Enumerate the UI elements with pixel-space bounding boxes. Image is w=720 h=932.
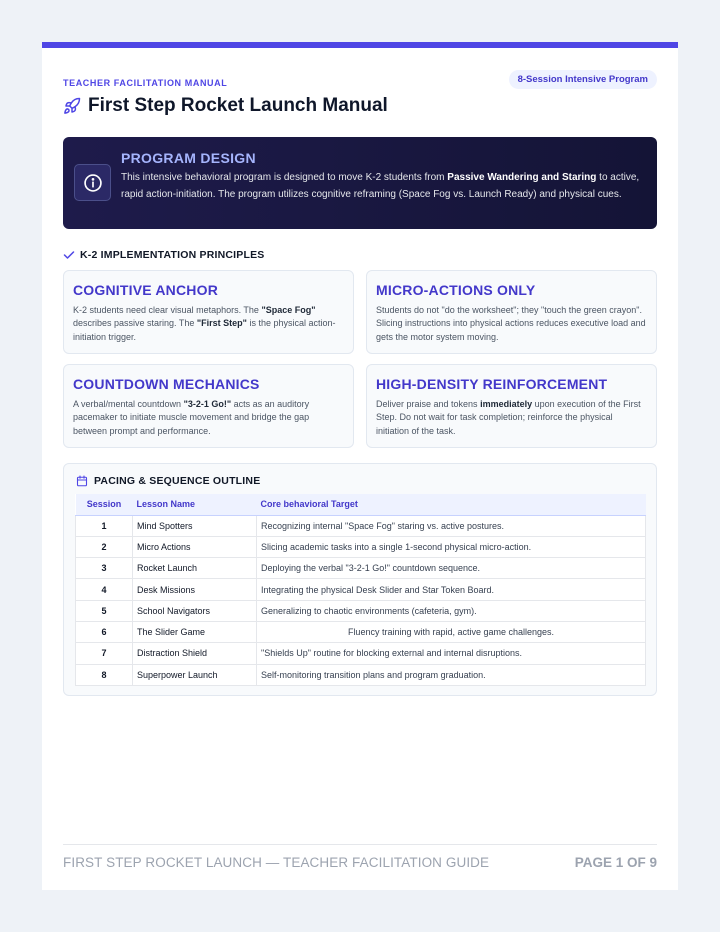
pacing-section: [63, 463, 657, 696]
calendar-icon: [76, 475, 88, 487]
principle-card: [366, 270, 657, 354]
table-row: [76, 600, 646, 621]
card-title: HIGH-DENSITY REINFORCEMENT: [376, 376, 608, 392]
principle-card: [63, 270, 354, 354]
pacing-heading: PACING & SEQUENCE OUTLINE: [76, 475, 260, 487]
behavioral-target: Fluency training with rapid, active game challenges.: [257, 621, 646, 642]
session-number: 4: [76, 579, 133, 600]
footer-divider: [63, 844, 657, 845]
check-icon: [63, 249, 75, 261]
page-title: First Step Rocket Launch Manual: [88, 95, 388, 116]
card-title: MICRO-ACTIONS ONLY: [376, 282, 536, 298]
table-row: [76, 536, 646, 557]
card-text: K-2 students need clear visual metaphors. The "Space Fog" describes passive staring. The "First Step" is the physical action-initiation trigger.: [73, 305, 336, 342]
column-header-target: Core behavioral Target: [257, 494, 646, 515]
card-text: Students do not "do the worksheet"; they "touch the green crayon". Slicing instructions into physical actions reduces executive load and gets the motor system moving.: [376, 305, 646, 342]
principle-card: [366, 364, 657, 448]
behavioral-target: "Shields Up" routine for blocking external and internal disruptions.: [257, 643, 646, 664]
column-header-session: Session: [76, 494, 133, 515]
lesson-name: Micro Actions: [133, 536, 257, 557]
session-number: 5: [76, 600, 133, 621]
principles-heading: K-2 IMPLEMENTATION PRINCIPLES: [63, 249, 265, 261]
program-design-heading: PROGRAM DESIGN: [121, 150, 256, 166]
behavioral-target: Deploying the verbal "3-2-1 Go!" countdown sequence.: [257, 558, 646, 579]
table-row: [76, 643, 646, 664]
manual-page: [42, 42, 678, 890]
card-title: COGNITIVE ANCHOR: [73, 282, 219, 298]
rocket-icon: [63, 97, 81, 115]
eyebrow-label: TEACHER FACILITATION MANUAL: [63, 78, 228, 88]
lesson-name: Distraction Shield: [133, 643, 257, 664]
column-header-lesson: Lesson Name: [133, 494, 257, 515]
behavioral-target: Integrating the physical Desk Slider and Star Token Board.: [257, 579, 646, 600]
table-row: [76, 515, 646, 536]
lesson-name: School Navigators: [133, 600, 257, 621]
behavioral-target: Self-monitoring transition plans and program graduation.: [257, 664, 646, 685]
title-row: [63, 95, 388, 117]
table-row: [76, 579, 646, 600]
card-text: A verbal/mental countdown "3-2-1 Go!" acts as an auditory pacemaker to initiate muscle movement and bridge the gap between prompt and performance.: [73, 399, 310, 436]
session-badge: 8-Session Intensive Program: [509, 70, 657, 89]
footer-guide-title: FIRST STEP ROCKET LAUNCH — TEACHER FACILITATION GUIDE: [63, 855, 490, 870]
program-design-banner: [63, 137, 657, 229]
info-icon: [74, 164, 111, 201]
lesson-name: Rocket Launch: [133, 558, 257, 579]
behavioral-target: Generalizing to chaotic environments (cafeteria, gym).: [257, 600, 646, 621]
behavioral-target: Recognizing internal "Space Fog" staring vs. active postures.: [257, 515, 646, 536]
session-number: 2: [76, 536, 133, 557]
card-title: COUNTDOWN MECHANICS: [73, 376, 260, 392]
pacing-table: [75, 494, 646, 686]
lesson-name: Mind Spotters: [133, 515, 257, 536]
card-text: Deliver praise and tokens immediately upon execution of the First Step. Do not wait for task completion; reinforce the physical initiation of the task.: [376, 399, 641, 436]
lesson-name: The Slider Game: [133, 621, 257, 642]
session-number: 7: [76, 643, 133, 664]
table-row: [76, 664, 646, 685]
table-row: [76, 621, 646, 642]
behavioral-target: Slicing academic tasks into a single 1-second physical micro-action.: [257, 536, 646, 557]
page-number: PAGE 1 OF 9: [574, 855, 657, 870]
principle-card: [63, 364, 354, 448]
lesson-name: Desk Missions: [133, 579, 257, 600]
session-number: 6: [76, 621, 133, 642]
session-number: 3: [76, 558, 133, 579]
session-number: 1: [76, 515, 133, 536]
lesson-name: Superpower Launch: [133, 664, 257, 685]
table-row: [76, 558, 646, 579]
session-number: 8: [76, 664, 133, 685]
table-header-row: [76, 494, 646, 515]
program-design-text: This intensive behavioral program is designed to move K-2 students from Passive Wandering and Staring to active, rapid action-initiation. The program utilizes cognitive reframing (Space Fog vs. Launch Ready) and physical cues.: [121, 172, 640, 200]
